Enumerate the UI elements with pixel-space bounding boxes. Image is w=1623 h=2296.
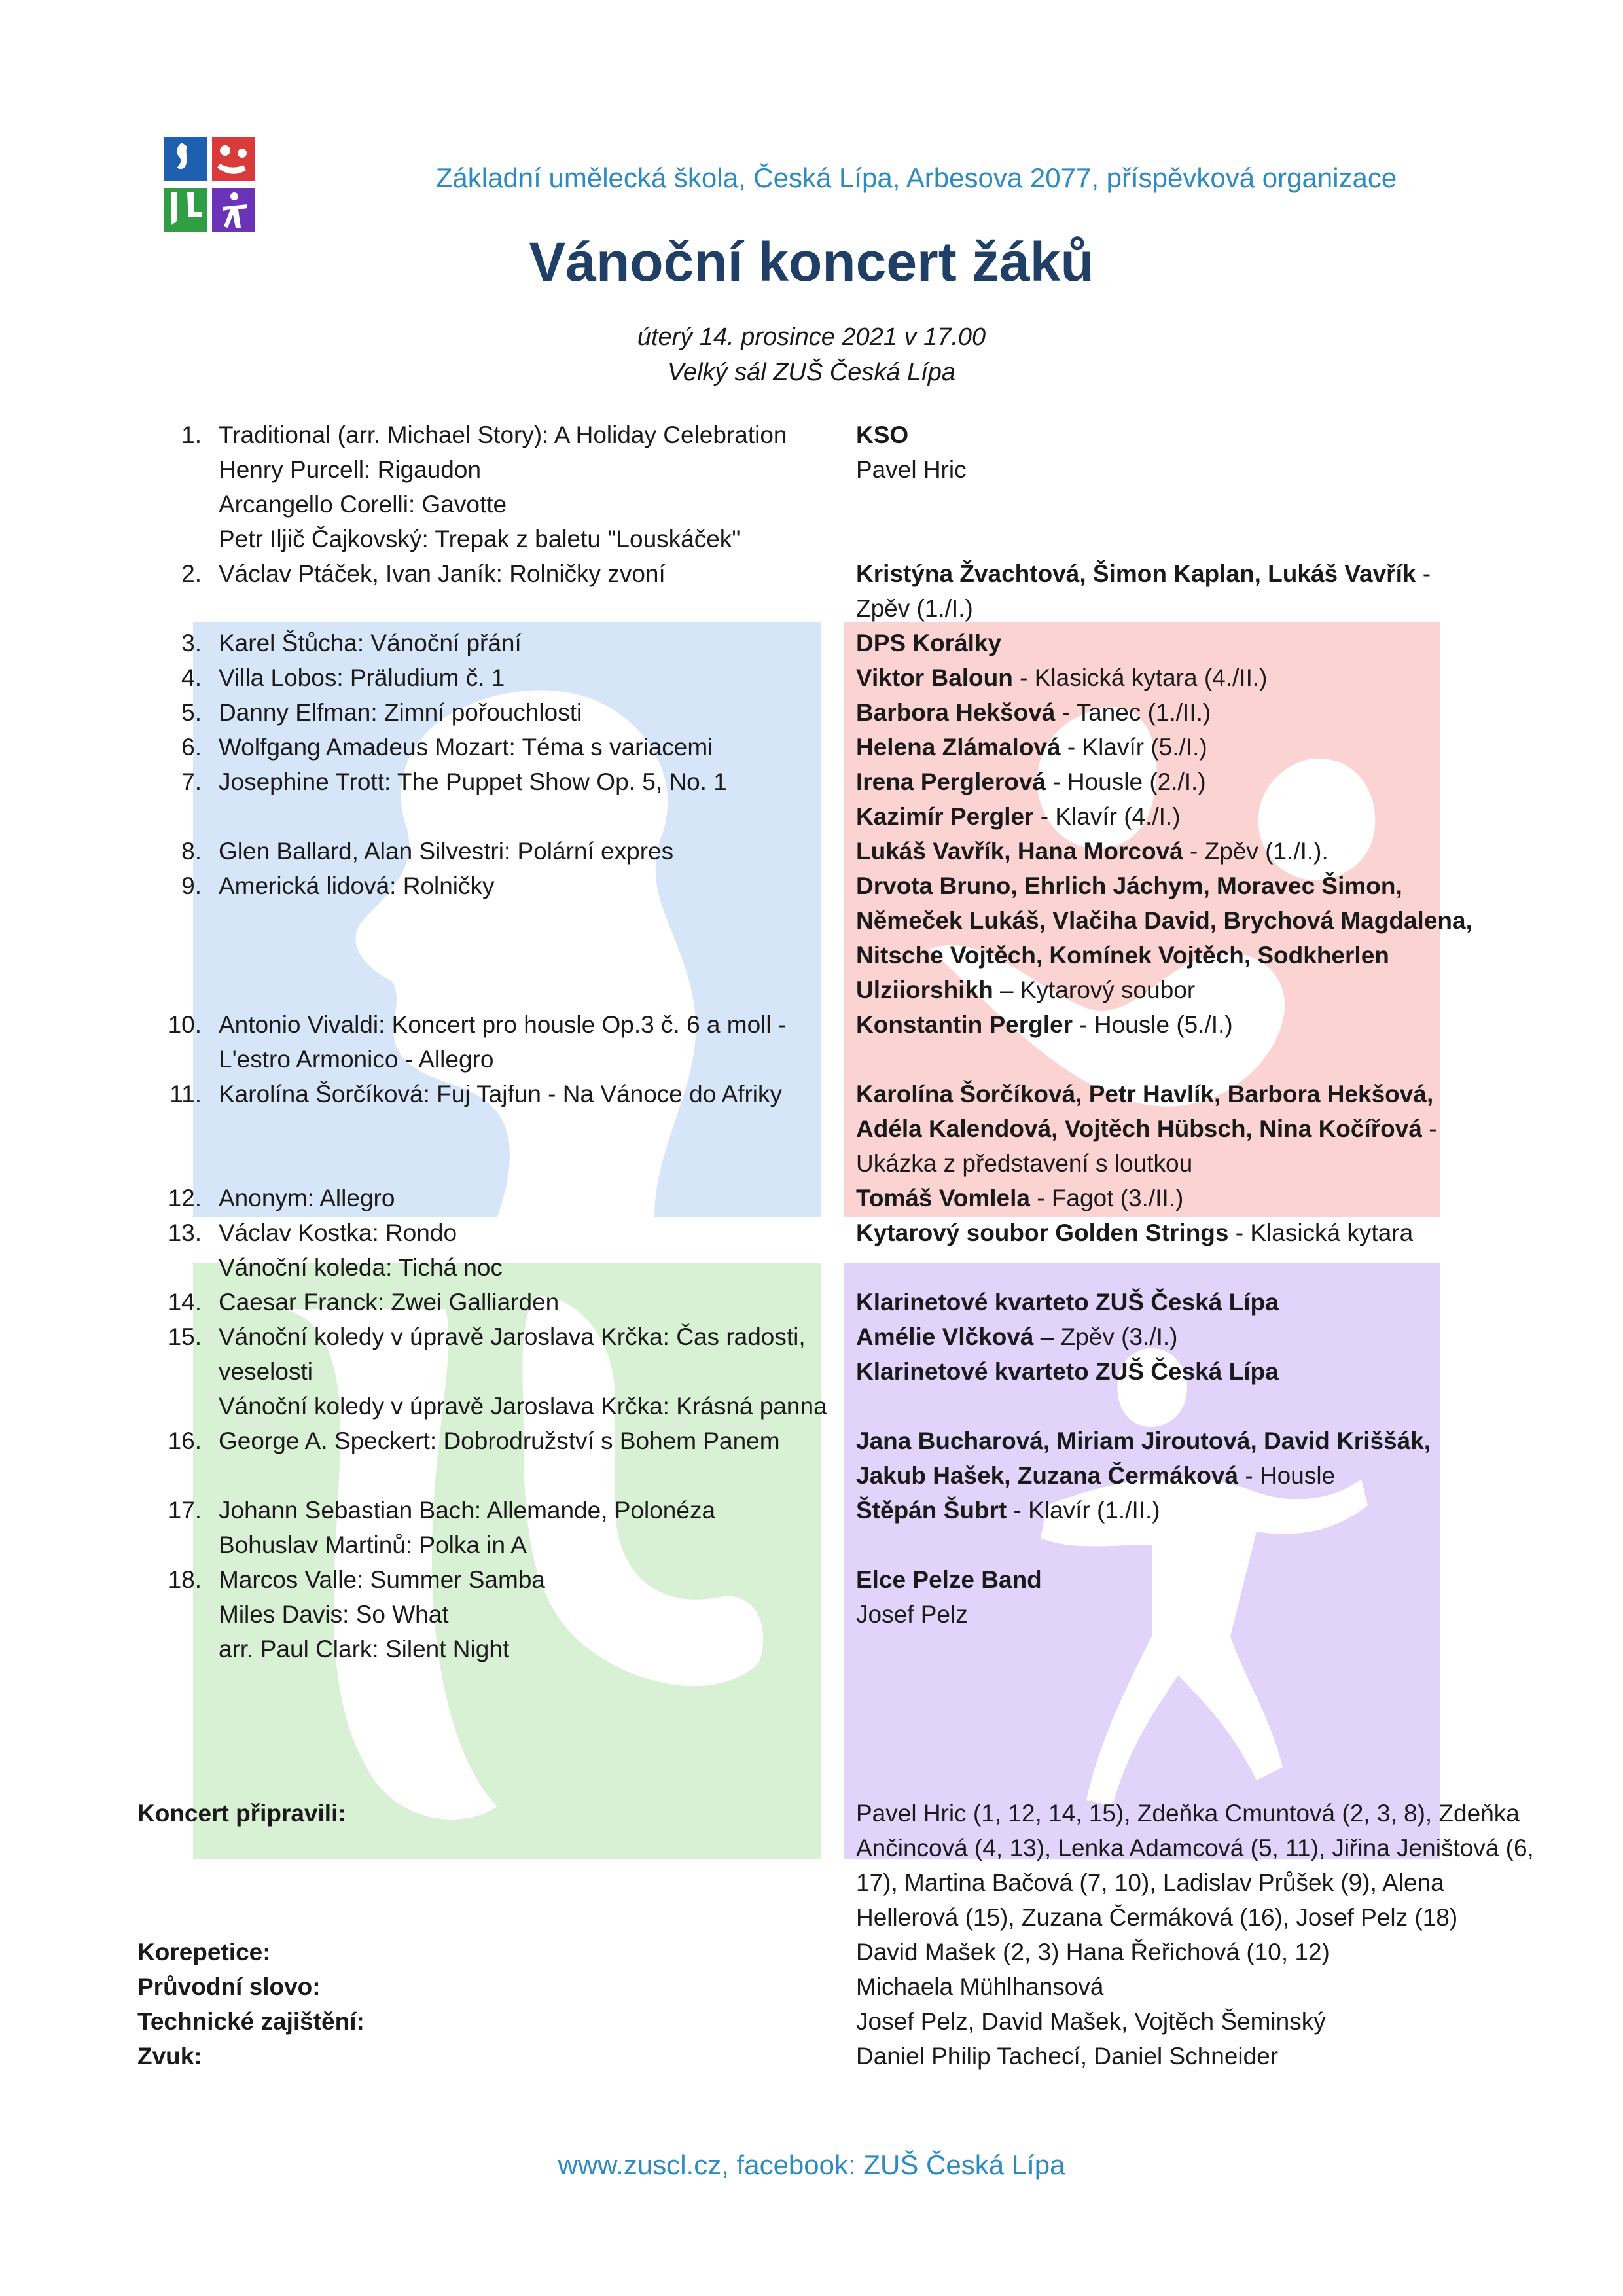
- program-item-performers: [856, 1215, 1478, 1285]
- performer-names: KSO: [856, 422, 909, 448]
- program-item-number: 8.: [181, 838, 202, 865]
- performer-detail: - Housle (2./I.): [1045, 768, 1206, 795]
- performer-names: Helena Zlámalová: [856, 734, 1061, 761]
- performer-line: [856, 1424, 1478, 1493]
- program-item-pieces: [219, 764, 856, 834]
- program-item-number: 4.: [181, 664, 202, 691]
- piece-title: Bohuslav Martinů: Polka in A: [219, 1532, 527, 1558]
- program-item-performers: [856, 695, 1478, 730]
- piece-title: Miles Davis: So What: [219, 1601, 449, 1628]
- performer-names: Karolína Šorčíková, Petr Havlík, Barbora Hekšová, Adéla Kalendová, Vojtěch Hübsch, Nina Kočířová: [856, 1081, 1434, 1142]
- piece-title: Vánoční koleda: Tichá noc: [219, 1254, 503, 1281]
- program-item-performers: [856, 1319, 1478, 1424]
- program-item-performers: [856, 418, 1478, 556]
- piece-title: Václav Kostka: Rondo: [219, 1219, 457, 1246]
- performer-names: Konstantin Pergler: [856, 1011, 1073, 1038]
- program-item-pieces: [219, 1319, 856, 1424]
- school-name: Základní umělecká škola, Česká Lípa, Arbesova 2077, příspěvková organizace: [435, 162, 1397, 193]
- program-item-pieces: [219, 418, 856, 556]
- performer-line: [856, 799, 1478, 834]
- piece-title: Anonym: Allegro: [219, 1185, 395, 1211]
- program-item: [131, 418, 1505, 556]
- program-item: [131, 1215, 1505, 1285]
- credit-label: Korepetice:: [137, 1939, 271, 1965]
- program-item-pieces: [219, 730, 856, 764]
- program-list: [131, 418, 1505, 1666]
- program-item-pieces: [219, 1285, 856, 1319]
- program-item: [131, 1007, 1505, 1077]
- program-item-performers: [856, 1562, 1478, 1666]
- piece-title: Karel Štůcha: Vánoční přání: [219, 630, 522, 656]
- program-item-pieces: [219, 660, 856, 695]
- program-item-performers: [856, 730, 1478, 764]
- performer-line: [856, 1181, 1478, 1215]
- piece-title: Glen Ballard, Alan Silvestri: Polární expres: [219, 838, 674, 865]
- credit-value: Michaela Mühlhansová: [856, 1973, 1104, 2000]
- program-item-pieces: [219, 1077, 856, 1181]
- program-item: [131, 1285, 1505, 1319]
- credit-value: Pavel Hric (1, 12, 14, 15), Zdeňka Cmuntová (2, 3, 8), Zdeňka Ančincová (4, 13), Lenka Adamcová (5, 11), Jiřina Jeništová (6, 17), Martina Bačová (7, 10), Ladislav Průšek (9), Alena Hellerová (15), Zuzana Čermáková (16), Josef Pelz (18): [856, 1800, 1534, 1931]
- program-item-number: 10.: [168, 1011, 202, 1038]
- piece-title: Arcangello Corelli: Gavotte: [219, 491, 507, 518]
- piece-title: Václav Ptáček, Ivan Janík: Rolničky zvoní: [219, 560, 666, 587]
- performer-detail: – Kytarový soubor: [993, 977, 1196, 1003]
- performer-names: Jana Bucharová, Miriam Jiroutová, David Krišš​ák, Jakub Hašek, Zuzana Čermáková: [856, 1427, 1431, 1489]
- credit-value: Daniel Philip Tachecí, Daniel Schneider: [856, 2043, 1279, 2070]
- performer-line: [856, 869, 1478, 1007]
- program-item: [131, 1181, 1505, 1215]
- program-item: [131, 556, 1505, 626]
- piece-title: Wolfgang Amadeus Mozart: Téma s variacemi: [219, 734, 713, 761]
- program-item: [131, 834, 1505, 869]
- piece-title: George A. Speckert: Dobrodružství s Bohem Panem: [219, 1427, 780, 1454]
- program-item: [131, 1493, 1505, 1562]
- performer-names: Kazimír Pergler: [856, 803, 1034, 830]
- program-item-pieces: [219, 556, 856, 626]
- performer-line: [856, 764, 1478, 799]
- program-item-pieces: [219, 1215, 856, 1285]
- program-item-performers: [856, 869, 1478, 1007]
- program-item-pieces: [219, 869, 856, 1007]
- concert-date: úterý 14. prosince 2021 v 17.00: [637, 323, 986, 351]
- credit-label: Zvuk:: [137, 2043, 202, 2070]
- performer-names: Štěpán Šubrt: [856, 1497, 1007, 1524]
- program-item: [131, 1424, 1505, 1493]
- performer-line: [856, 730, 1478, 764]
- program-item-number: 9.: [181, 872, 202, 899]
- credit-row: [137, 1969, 1512, 2004]
- program-item-number: 7.: [181, 768, 202, 795]
- performer-detail: - Klavír (5./I.): [1060, 734, 1207, 761]
- performer-names: Kytarový soubor Golden Strings: [856, 1219, 1229, 1246]
- performer-line: [856, 1597, 1478, 1632]
- program-item-number: 11.: [169, 1081, 202, 1107]
- program-item-number: 3.: [181, 630, 202, 656]
- school-logo: [162, 136, 259, 233]
- program-item-pieces: [219, 626, 856, 660]
- piece-title: Vánoční koledy v úpravě Jaroslava Krčka: Čas radosti, veselosti: [219, 1323, 806, 1385]
- program-item: [131, 869, 1505, 1007]
- credit-label: Technické zajištění:: [137, 2008, 365, 2035]
- program-item-performers: [856, 1424, 1478, 1493]
- program-item: [131, 1562, 1505, 1666]
- program-item-performers: [856, 556, 1478, 626]
- program-item-performers: [856, 834, 1478, 869]
- program-item-pieces: [219, 1424, 856, 1493]
- performer-detail: - Klavír (1./II.): [1007, 1497, 1160, 1524]
- piece-title: Traditional (arr. Michael Story): A Holiday Celebration: [219, 422, 787, 448]
- piece-title: Karolína Šorčíková: Fuj Tajfun - Na Vánoce do Afriky: [219, 1081, 783, 1107]
- credit-label: Koncert připravili:: [137, 1800, 346, 1827]
- performer-names: Lukáš Vavřík, Hana Morcová: [856, 838, 1183, 865]
- performer-line: [856, 626, 1478, 660]
- footer-links: www.zuscl.cz, facebook: ZUŠ Česká Lípa: [558, 2149, 1065, 2180]
- performer-detail: - Fagot (3./II.): [1029, 1185, 1184, 1211]
- program-item-performers: [856, 626, 1478, 660]
- performer-line: [856, 660, 1478, 695]
- program-item: [131, 660, 1505, 695]
- performer-line: [856, 1319, 1478, 1354]
- performer-names: Klarinetové kvarteto ZUŠ Česká Lípa: [856, 1289, 1279, 1316]
- piece-title: Villa Lobos: Präludium č. 1: [219, 664, 505, 691]
- performer-detail: Pavel Hric: [856, 456, 967, 483]
- program-item-performers: [856, 1077, 1478, 1181]
- performer-detail: - Housle: [1238, 1462, 1336, 1489]
- credits-list: [137, 1796, 1534, 2073]
- piece-title: Petr Iljič Čajkovský: Trepak z baletu "Louskáček": [219, 526, 741, 552]
- program-item: [131, 1319, 1505, 1424]
- performer-line: [856, 1215, 1478, 1250]
- performer-detail: Josef Pelz: [856, 1601, 968, 1628]
- program-item: [131, 764, 1505, 834]
- performer-names: Tomáš Vomlela: [856, 1185, 1030, 1211]
- program-item-performers: [856, 1493, 1478, 1562]
- performer-line: [856, 452, 1478, 487]
- program-item-number: 2.: [181, 560, 202, 587]
- piece-title: Marcos Valle: Summer Samba: [219, 1566, 545, 1593]
- program-item-pieces: [219, 695, 856, 730]
- program-item-number: 6.: [181, 734, 202, 761]
- piece-title: Antonio Vivaldi: Koncert pro housle Op.3 č. 6 a moll - L'estro Armonico - Allegro: [219, 1011, 787, 1073]
- performer-names: DPS Korálky: [856, 630, 1002, 656]
- piece-title: Caesar Franck: Zwei Galliarden: [219, 1289, 560, 1316]
- credit-label: Průvodní slovo:: [137, 1973, 321, 2000]
- performer-detail: - Housle (5./I.): [1073, 1011, 1233, 1038]
- program-item-pieces: [219, 1562, 856, 1666]
- performer-detail: - Klasická kytara (4./II.): [1012, 664, 1268, 691]
- program-item-performers: [856, 1181, 1478, 1215]
- credit-value: David Mašek (2, 3) Hana Řeřichová (10, 12): [856, 1939, 1330, 1965]
- performer-detail: – Zpěv (3./I.): [1033, 1323, 1178, 1350]
- performer-line: [856, 1562, 1478, 1597]
- program-item-pieces: [219, 834, 856, 869]
- performer-line: [856, 1007, 1478, 1042]
- performer-detail: - Ukázka z představení s loutkou: [856, 1115, 1437, 1177]
- program-item-pieces: [219, 1007, 856, 1077]
- performer-line: [856, 1493, 1478, 1528]
- program-item: [131, 730, 1505, 764]
- credit-value: Josef Pelz, David Mašek, Vojtěch Šeminský: [856, 2008, 1326, 2035]
- performer-names: Drvota Bruno, Ehrlich Jáchym, Moravec Šimon, Němeček Lukáš, Vlačiha David, Brychová Magdalena, Nitsche Vojtěch, Komínek Vojtěch, Sodkherlen Ulziiorshikh: [856, 872, 1472, 1003]
- performer-line: [856, 1077, 1478, 1181]
- program-item-number: 5.: [181, 699, 202, 726]
- piece-title: Johann Sebastian Bach: Allemande, Polonéza: [219, 1497, 716, 1524]
- program-item-number: 1.: [181, 422, 202, 448]
- program-item: [131, 1077, 1505, 1181]
- piece-title: Vánoční koledy v úpravě Jaroslava Krčka: Krásná panna: [219, 1393, 827, 1420]
- program-item: [131, 626, 1505, 660]
- credit-row: [137, 1796, 1534, 1935]
- program-item-number: 17.: [168, 1497, 202, 1524]
- performer-detail: - Zpěv (1./I.): [856, 560, 1431, 622]
- performer-line: [856, 1285, 1478, 1319]
- credit-row: [137, 1935, 1512, 1969]
- piece-title: Americká lidová: Rolničky: [219, 872, 495, 899]
- piece-title: arr. Paul Clark: Silent Night: [219, 1636, 510, 1662]
- credit-row: [137, 2004, 1512, 2039]
- program-item: [131, 695, 1505, 730]
- performer-line: [856, 834, 1478, 869]
- page-title: Vánoční koncert žáků: [529, 231, 1094, 293]
- performer-line: [856, 1354, 1478, 1389]
- performer-detail: - Tanec (1./II.): [1055, 699, 1211, 726]
- program-item-pieces: [219, 1181, 856, 1215]
- piece-title: Josephine Trott: The Puppet Show Op. 5, No. 1: [219, 768, 727, 795]
- performer-line: [856, 418, 1478, 452]
- concert-venue: Velký sál ZUŠ Česká Lípa: [668, 359, 955, 386]
- performer-detail: - Klavír (4./I.): [1033, 803, 1181, 830]
- program-item-pieces: [219, 1493, 856, 1562]
- program-item-number: 13.: [168, 1219, 202, 1246]
- performer-names: Barbora Hekšová: [856, 699, 1056, 726]
- performer-detail: - Zpěv (1./I.).: [1183, 838, 1329, 865]
- performer-line: [856, 695, 1478, 730]
- program-item-performers: [856, 1285, 1478, 1319]
- program-item-number: 15.: [168, 1323, 202, 1350]
- program-item-number: 14.: [168, 1289, 202, 1316]
- program-item-number: 12.: [168, 1185, 202, 1211]
- piece-title: Henry Purcell: Rigaudon: [219, 456, 482, 483]
- performer-names: Amélie Vlčková: [856, 1323, 1034, 1350]
- performer-names: Viktor Baloun: [856, 664, 1013, 691]
- performer-line: [856, 556, 1478, 626]
- piece-title: Danny Elfman: Zimní pořouchlosti: [219, 699, 582, 726]
- program-item-number: 16.: [168, 1427, 202, 1454]
- performer-names: Elce Pelze Band: [856, 1566, 1042, 1593]
- credit-row: [137, 2039, 1512, 2073]
- performer-names: Kristýna Žvachtová, Šimon Kaplan, Lukáš Vavřík: [856, 560, 1416, 587]
- program-item-performers: [856, 1007, 1478, 1077]
- performer-names: Klarinetové kvarteto ZUŠ Česká Lípa: [856, 1358, 1279, 1385]
- program-item-performers: [856, 660, 1478, 695]
- performer-detail: - Klasická kytara: [1228, 1219, 1414, 1246]
- program-item-performers: [856, 764, 1478, 834]
- program-item-number: 18.: [168, 1566, 202, 1593]
- performer-names: Irena Perglerová: [856, 768, 1046, 795]
